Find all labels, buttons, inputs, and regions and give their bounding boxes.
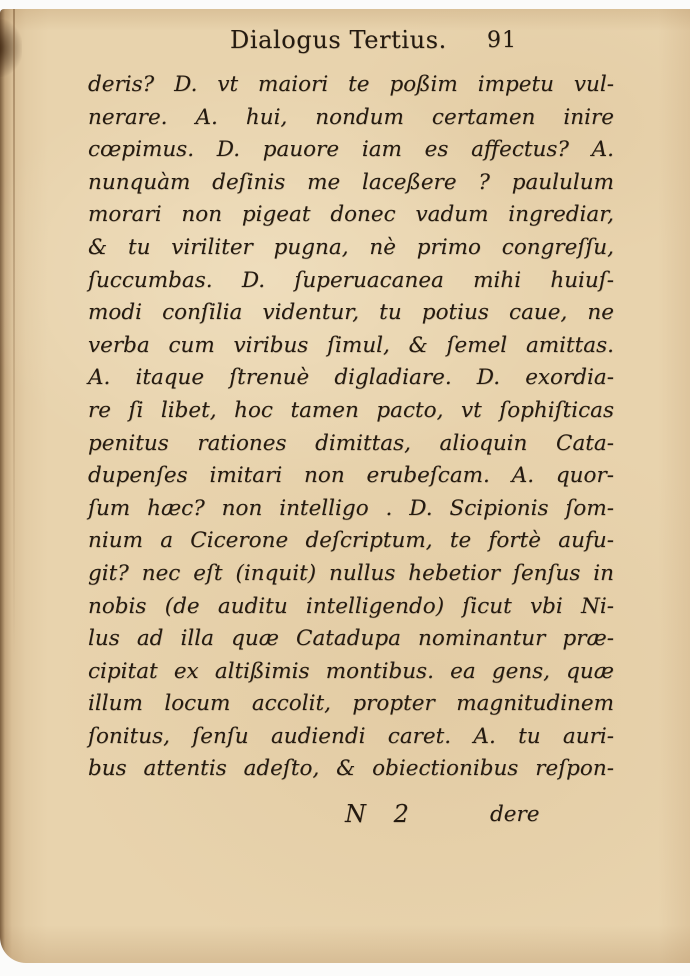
- signature-mark: N 2: [345, 800, 419, 828]
- text-line: cœpimus. D. pauore iam es affectus? A.: [88, 137, 614, 163]
- text-line: cipitat ex altißimis montibus. ea gens, quæ: [88, 658, 614, 684]
- text-line: verba cum viribus ſimul, & ſemel amittas.: [88, 332, 614, 358]
- paper-page: [0, 9, 690, 963]
- text-line: ſum hæc? non intelligo . D. Scipionis ſom-: [88, 495, 614, 521]
- running-title: Dialogus Tertius.: [230, 26, 447, 54]
- text-line: ſonitus, ſenſu audiendi caret. A. tu auri-: [88, 723, 614, 749]
- page-header: [0, 26, 690, 58]
- text-line: illum locum accolit, propter magnitudinem: [88, 691, 614, 717]
- text-line: nunquàm deſinis me laceßere ? paululum: [88, 169, 614, 195]
- page-footer: [0, 800, 690, 834]
- text-line: deris? D. vt maiori te poßim impetu vul-: [88, 72, 614, 97]
- text-line: A. itaque ſtrenuè digladiare. D. exordia-: [88, 365, 614, 391]
- catchword: dere: [490, 802, 540, 827]
- text-line: bus attentis adeſto, & obiectionibus reſpon-: [88, 756, 614, 782]
- text-line: morari non pigeat donec vadum ingrediar,: [88, 202, 614, 228]
- text-line: modi conſilia videntur, tu potius caue, ne: [88, 300, 614, 326]
- text-line: lus ad illa quæ Catadupa nominantur præ-: [88, 626, 614, 652]
- page-number: 91: [487, 28, 517, 53]
- text-line: penitus rationes dimittas, alioquin Cata-: [88, 430, 614, 456]
- text-line: re ſi libet, hoc tamen pacto, vt ſophiſticas: [88, 397, 614, 423]
- text-line: git? nec eſt (inquit) nullus hebetior ſenſus in: [88, 560, 614, 586]
- text-line: nerare. A. hui, nondum certamen inire: [88, 104, 614, 130]
- text-line: nobis (de auditu intelligendo) ſicut vbi Ni-: [88, 593, 614, 619]
- text-line: nium a Cicerone deſcriptum, te fortè aufu-: [88, 528, 614, 554]
- text-line: ſuccumbas. D. ſuperuacanea mihi huiuſ-: [88, 267, 614, 293]
- gutter-crease: [13, 9, 15, 658]
- text-line: dupenſes imitari non erubeſcam. A. quor-: [88, 463, 614, 489]
- text-line: & tu viriliter pugna, nè primo congreſſu,: [88, 234, 614, 260]
- text-block: [88, 69, 614, 786]
